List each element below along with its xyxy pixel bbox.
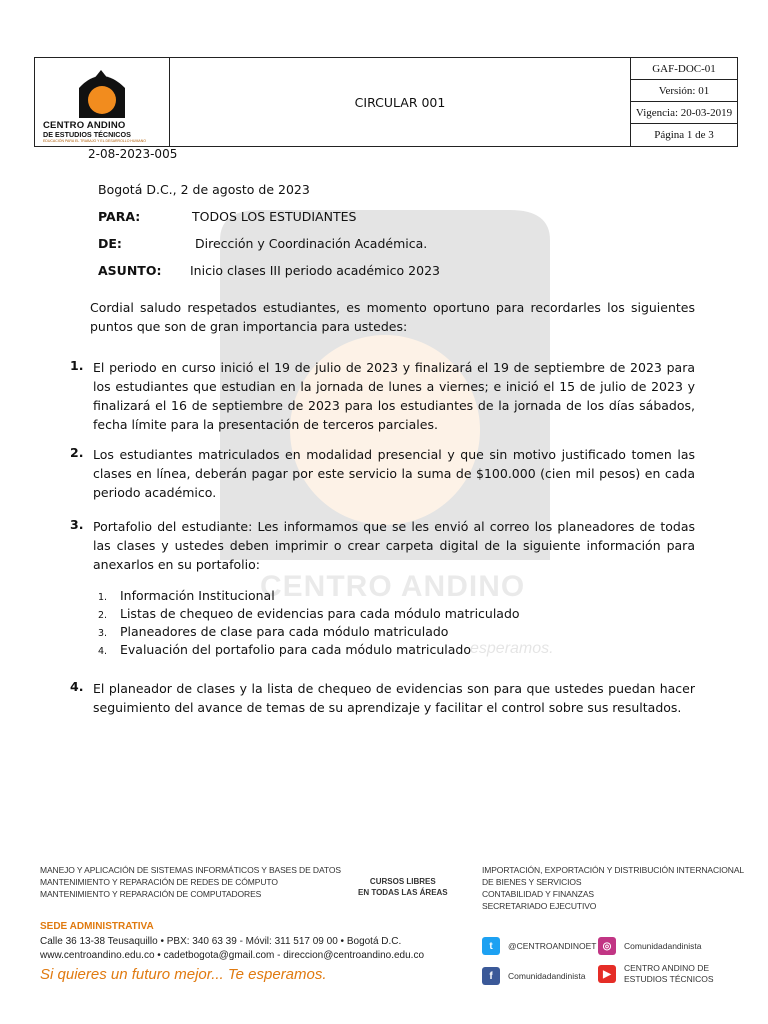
subitem-text: Evaluación del portafolio para cada módulo matriculado [120,642,471,657]
subitem-number: 3. [98,628,108,639]
doc-vigencia: Vigencia: 20-03-2019 [631,102,737,124]
logo-name: CENTRO ANDINO [43,120,126,131]
footer-program: MANTENIMIENTO Y REPARACIÓN DE REDES DE CÓMPUTO [40,877,278,887]
subitem-number: 1. [98,592,108,603]
item-number: 1. [70,358,84,373]
centro-andino-logo-icon [35,58,169,120]
instagram-link[interactable] [598,937,702,955]
youtube-channel-line: CENTRO ANDINO DE [624,963,710,973]
subitem-number: 4. [98,646,108,657]
doc-code: GAF-DOC-01 [631,58,737,80]
item-number: 2. [70,445,84,460]
item-text: El planeador de clases y la lista de chequeo de evidencias son para que ustedes puedan hacer seguimiento del avance de temas de su aprendizaje y facilitar el control sobre sus resultados. [93,681,695,715]
footer-programs-left [40,864,341,900]
twitter-link[interactable] [482,937,596,955]
document-meta [631,58,737,146]
instagram-handle: Comunidadandinista [624,941,702,951]
subitem [98,642,471,657]
logo-subname: DE ESTUDIOS TÉCNICOS [43,130,131,139]
footer-program: MANEJO Y APLICACIÓN DE SISTEMAS INFORMÁTICOS Y BASES DE DATOS [40,865,341,875]
field-label-de: DE: [98,236,122,251]
circular-number: 2-08-2023-005 [88,147,178,161]
field-value-para: TODOS LOS ESTUDIANTES [192,209,357,224]
youtube-channel [624,963,714,985]
footer-program: DE BIENES Y SERVICIOS [482,877,582,887]
facebook-handle: Comunidadandinista [508,971,586,981]
subitem-text: Listas de chequeo de evidencias para cada módulo matriculado [120,606,520,621]
item-number: 4. [70,679,84,694]
logo-tagline: EDUCACIÓN PARA EL TRABAJO Y EL DESARROLLO HUMANO [43,139,146,143]
item-text: Portafolio del estudiante: Les informamos que se les envió al correo los planeadores de todas las clases y ustedes deben imprimir o crear carpeta digital de la siguiente información para anexarlos en su portafolio: [93,519,695,572]
footer-address-line: Calle 36 13-38 Teusaquillo • PBX: 340 63 39 - Móvil: 311 517 09 00 • Bogotá D.C. [40,936,402,947]
item-number: 3. [70,517,84,532]
youtube-channel-line: ESTUDIOS TÉCNICOS [624,974,714,984]
facebook-link[interactable] [482,967,586,985]
document-header [34,57,738,147]
footer-program: SECRETARIADO EJECUTIVO [482,901,597,911]
logo-cell [35,58,170,146]
watermark-text: CENTRO ANDINO [260,570,526,603]
youtube-icon: ▶ [598,965,616,983]
footer-courses [358,876,448,898]
doc-page: Página 1 de 3 [654,129,714,141]
footer-web-line: www.centroandino.edu.co • cadetbogota@gmail.com - direccion@centroandino.edu.co [40,950,425,961]
item-text: El periodo en curso inició el 19 de julio de 2023 y finalizará el 19 de septiembre de 2023 para los estudiantes que estudian en la jornada de lunes a viernes; e inició el 15 de julio de 2023 y finalizará el 16 de septiembre de 2023 para los estudiantes de la jornada de los días sábados, fecha límite para la presentación de terceros parciales. [93,360,695,432]
field-label-para: PARA: [98,209,141,224]
place-date: Bogotá D.C., 2 de agosto de 2023 [98,182,310,197]
youtube-link[interactable] [598,963,714,985]
subitem-text: Información Institucional [120,588,275,603]
intro-paragraph: Cordial saludo respetados estudiantes, es momento oportuno para recordarles los siguientes puntos que son de gran importancia para ustedes: [90,300,695,334]
twitter-handle: @CENTROANDINOET [508,941,597,951]
facebook-icon: f [482,967,500,985]
footer-program: CONTABILIDAD Y FINANZAS [482,889,595,899]
document-title: CIRCULAR 001 [170,58,631,146]
field-value-de: Dirección y Coordinación Académica. [195,236,428,251]
subitem [98,606,520,621]
instagram-icon: ◎ [598,937,616,955]
doc-version: Versión: 01 [631,80,737,102]
footer-program: IMPORTACIÓN, EXPORTACIÓN Y DISTRIBUCIÓN INTERNACIONAL [482,865,745,875]
footer-courses-line: CURSOS LIBRES [369,877,436,886]
subitem [98,624,448,639]
item-text: Los estudiantes matriculados en modalidad presencial y que sin motivo justificado tomen las clases en línea, deberán pagar por este servicio la suma de $100.000 (cien mil pesos) en cada periodo académico. [93,447,695,500]
footer-program: MANTENIMIENTO Y REPARACIÓN DE COMPUTADORES [40,889,262,899]
footer-slogan: Si quieres un futuro mejor... Te esperamos. [40,966,327,983]
footer-sede-title: SEDE ADMINISTRATIVA [40,921,154,932]
subitem-number: 2. [98,610,108,621]
watermark-slogan: esperamos. [470,640,554,657]
twitter-icon: t [482,937,500,955]
footer-address [40,935,424,963]
subitem [98,588,275,603]
field-value-asunto: Inicio clases III periodo académico 2023 [190,263,440,278]
footer-courses-line: EN TODAS LAS ÁREAS [358,888,448,897]
subitem-text: Planeadores de clase para cada módulo matriculado [120,624,449,639]
footer-programs-right [482,864,744,912]
field-label-asunto: ASUNTO: [98,263,162,278]
